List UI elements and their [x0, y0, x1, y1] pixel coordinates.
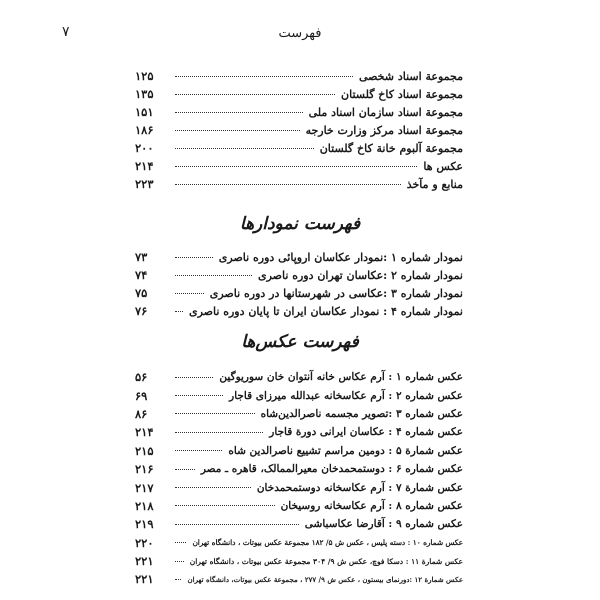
chart-page: ۷۶ [135, 304, 173, 318]
toc-row [135, 85, 463, 103]
charts-list [135, 248, 463, 320]
photo-title: عکس شماره ۳ :تصویر مجسمه ناصرالدین‌شاه [257, 408, 463, 420]
toc-row [135, 103, 463, 121]
toc-page: ۲۱۴ [135, 159, 173, 173]
photo-title: عکس شماره ۱ : آرم عکاس خانه آنتوان خان سوریوگین [215, 371, 463, 383]
photo-page: ۲۲۱ [135, 572, 173, 586]
chart-title: نمودار شماره ۳ :عکاسی در شهرستانها در دوره ناصری [206, 287, 463, 300]
charts-section-title: فهرست نمودارها [239, 214, 361, 234]
dot-leader [175, 112, 303, 113]
dot-leader [175, 432, 263, 433]
dot-leader [175, 76, 353, 77]
photos-section-title: فهرست عکس‌ها [241, 332, 359, 352]
chart-page: ۷۳ [135, 250, 173, 264]
chart-title: نمودار شماره ۲ :عکاسان تهران دوره ناصری [254, 269, 463, 282]
photo-row [135, 405, 463, 423]
toc-page: ۱۳۵ [135, 87, 173, 101]
toc-list [135, 67, 463, 193]
photo-page: ۵۶ [135, 370, 173, 384]
dot-leader [175, 257, 213, 258]
photo-title: عکس شماره ۹ : آقارضا عکاسباشی [301, 518, 463, 530]
toc-page: ۲۰۰ [135, 141, 173, 155]
dot-leader [175, 505, 275, 506]
photo-row [135, 478, 463, 496]
photo-page: ۲۲۰ [135, 536, 173, 550]
dot-leader [175, 524, 299, 525]
photo-row [135, 497, 463, 515]
photo-title: عکس شماره ۶ : دوستمحمدخان معیرالممالک، قاهره ـ مصر [197, 463, 463, 475]
chart-row [135, 284, 463, 302]
photo-row [135, 423, 463, 441]
dot-leader [175, 130, 300, 131]
running-header: فهرست [278, 26, 322, 41]
toc-title: عکس ها [419, 160, 463, 173]
photo-row [135, 515, 463, 533]
photo-title: عکس شمارة ۵ : دومین مراسم تشییع ناصرالدین شاه [224, 445, 463, 457]
dot-leader [175, 469, 195, 470]
photo-row [135, 570, 463, 588]
toc-page: ۱۲۵ [135, 69, 173, 83]
chart-title: نمودار شماره ۱ :نمودار عکاسان اروپائی دوره ناصری [215, 251, 463, 264]
photos-list [135, 368, 463, 589]
chart-page: ۷۴ [135, 268, 173, 282]
dot-leader [175, 311, 183, 312]
photo-row [135, 386, 463, 404]
dot-leader [175, 148, 314, 149]
dot-leader [175, 94, 335, 95]
dot-leader [175, 579, 181, 580]
photo-page: ۲۲۱ [135, 554, 173, 568]
toc-page: ۲۲۳ [135, 177, 173, 191]
photo-title: عکس شماره ۱۰ : دسته پلیس ، عکس ش ۵/ ۱۸۲ مجموعة عکس بیوتات ، دانشگاه تهران [188, 538, 463, 547]
dot-leader [175, 275, 252, 276]
photo-page: ۶۹ [135, 389, 173, 403]
photo-row [135, 552, 463, 570]
chart-page: ۷۵ [135, 286, 173, 300]
toc-row [135, 157, 463, 175]
photo-page: ۲۱۷ [135, 481, 173, 495]
photo-page: ۲۱۸ [135, 499, 173, 513]
toc-page: ۱۸۶ [135, 123, 173, 137]
photo-title: عکس شمارة ۱۲ :دورنمای بیستون ، عکس ش ۹/ ۲۷۷ ، مجموعة عکس بیوتات، دانشگاه تهران [183, 575, 463, 584]
photo-page: ۸۶ [135, 407, 173, 421]
dot-leader [175, 395, 223, 396]
dot-leader [175, 377, 213, 378]
toc-title: منابع و مآخذ [403, 178, 463, 191]
dot-leader [175, 542, 186, 543]
photo-title: عکس شمارة ۷ : آرم عکاسخانه دوستمحمدخان [253, 482, 463, 494]
photo-row [135, 460, 463, 478]
photo-title: عکس شماره ۸ : آرم عکاسخانه روسیخان [277, 500, 463, 512]
dot-leader [175, 413, 255, 414]
dot-leader [175, 293, 204, 294]
photo-page: ۲۱۶ [135, 462, 173, 476]
toc-title: مجموعة اسناد کاخ گلستان [337, 88, 463, 101]
chart-title: نمودار شماره ۴ : نمودار عکاسان ایران تا پایان دوره ناصری [185, 305, 463, 318]
photo-row [135, 368, 463, 386]
photo-title: عکس شمارة ۱۱ : دسکا فوچ، عکس ش ۹/ ۳۰۴ مجموعة عکس بیوتات ، دانشگاه تهران [186, 557, 463, 566]
dot-leader [175, 166, 417, 167]
page-number: ۷ [62, 24, 70, 40]
photo-row [135, 442, 463, 460]
photo-title: عکس شماره ۲ : آرم عکاسخانه عبدالله میرزای قاجار [225, 390, 463, 402]
toc-title: مجموعة آلبوم خانة کاخ گلستان [316, 142, 463, 155]
toc-title: مجموعة اسناد مرکز وزارت خارجه [302, 124, 463, 137]
dot-leader [175, 487, 251, 488]
toc-row [135, 67, 463, 85]
photo-page: ۲۱۴ [135, 425, 173, 439]
photo-page: ۲۱۹ [135, 517, 173, 531]
toc-row [135, 121, 463, 139]
dot-leader [175, 184, 401, 185]
toc-page: ۱۵۱ [135, 105, 173, 119]
toc-title: مجموعة اسناد سازمان اسناد ملی [305, 106, 463, 119]
dot-leader [175, 450, 222, 451]
photo-row [135, 534, 463, 552]
dot-leader [175, 561, 184, 562]
photo-title: عکس شماره ۴ : عکاسان ایرانی دورة قاجار [265, 426, 463, 438]
chart-row [135, 248, 463, 266]
toc-row [135, 175, 463, 193]
toc-row [135, 139, 463, 157]
chart-row [135, 302, 463, 320]
photo-page: ۲۱۵ [135, 444, 173, 458]
toc-title: مجموعة اسناد شخصی [355, 70, 463, 83]
chart-row [135, 266, 463, 284]
